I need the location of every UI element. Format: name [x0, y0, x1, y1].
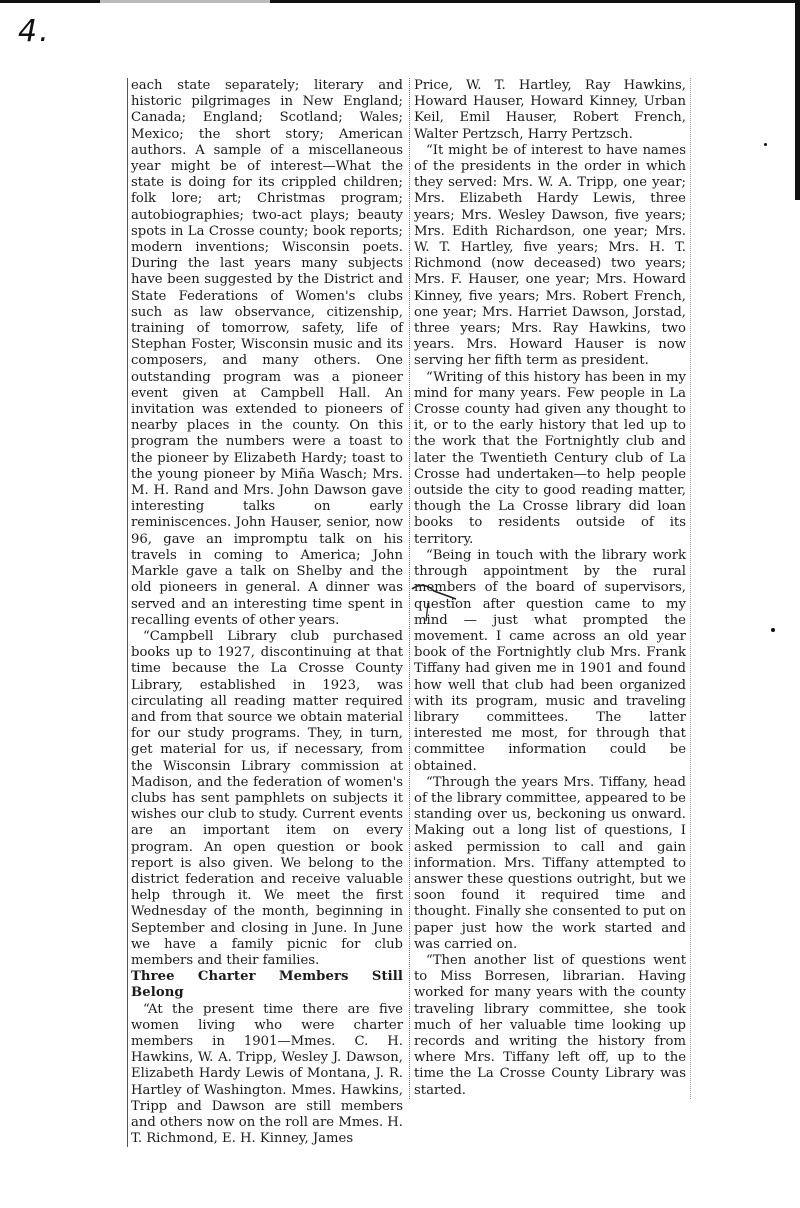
right-paragraph-3: “Writing of this history has been in my mind for many years. Few people in La Crosse county had given any thought to it, or to the early history that led up to the work that the Fortnightly club and later the Twentieth Century club of La Crosse had undertaken—to help people outside the city to good reading matter, though the La Crosse library did loan books to residents outside of its territory. [414, 369, 686, 547]
scan-top-edge-fade [100, 0, 270, 3]
right-paragraph-2: “It might be of interest to have names of the presidents in the order in which they served: Mrs. W. A. Tripp, one year; Mrs. Elizabeth Hardy Lewis, three years; Mrs. Wesley Dawson, five years; Mrs. Edith Richardson, one year; Mrs. W. T. Hartley, five years; Mrs. H. T. Richmond (now deceased) two years; Mrs. F. Hauser, one year; Mrs. Howard Kinney, five years; Mrs. Robert French, one year; Mrs. Harriet Dawson, Jorstad, three years; Mrs. Ray Hawkins, two years. Mrs. Howard Hauser is now serving her fifth term as president. [414, 142, 686, 369]
scan-top-edge [0, 0, 800, 3]
right-column [409, 78, 691, 1099]
left-column [127, 78, 403, 1147]
right-paragraph-6: “Then another list of questions went to Miss Borresen, librarian. Having worked for many years with the county traveling library committee, she took much of her valuable time looking up records and writing the history from where Mrs. Tiffany left off, up to the time the La Crosse County Library was started. [414, 952, 686, 1098]
right-paragraph-4: “Being in touch with the library work through appointment by the rural members of the board of supervisors, question after question came to my mind — just what prompted the movement. I came across an old year book of the Fortnightly club Mrs. Frank Tiffany had given me in 1901 and found how well that club had been organized with its program, music and traveling library committees. The latter interested me most, for through that committee information could be obtained. [414, 547, 686, 774]
scan-speck [764, 143, 767, 146]
scan-right-edge [795, 0, 800, 200]
left-paragraph-3: “At the present time there are five women living who were charter members in 1901—Mmes. C. H. Hawkins, W. A. Tripp, Wesley J. Dawson, Elizabeth Hardy Lewis of Montana, J. R. Hartley of Washington. Mmes. Hawkins, Tripp and Dawson are still members and others now on the roll are Mmes. H. T. Richmond, E. H. Kinney, James [131, 1001, 403, 1147]
left-paragraph-2: “Campbell Library club purchased books up to 1927, discontinuing at that time because the La Crosse County Library, established in 1923, was circulating all reading matter required and from that source we obtain material for our study programs. They, in turn, get material for us, if necessary, from the Wisconsin Library commission at Madison, and the federation of women's clubs has sent pamphlets on subjects it wishes our club to study. Current events are an important item on every program. An open question or book report is also given. We belong to the district federation and receive valuable help through it. We meet the first Wednesday of the month, beginning in September and closing in June. In June we have a family picnic for club members and their families. [131, 628, 403, 968]
right-paragraph-5: “Through the years Mrs. Tiffany, head of the library committee, appeared to be standing over us, beckoning us onward. Making out a long list of questions, I asked permission to call and gain information. Mrs. Tiffany attempted to answer these questions outright, but we soon found it required time and thought. Finally she consented to put on paper just how the work started and was carried on. [414, 774, 686, 952]
scan-speck [771, 628, 775, 632]
handwritten-page-number: 4. [18, 14, 51, 49]
right-paragraph-1: Price, W. T. Hartley, Ray Hawkins, Howard Hauser, Howard Kinney, Urban Keil, Emil Hauser, Robert French, Walter Pertzsch, Harry Pertzsch. [414, 78, 686, 142]
subheading: Three Charter Members Still Belong [131, 969, 403, 1001]
left-paragraph-1: each state separately; literary and historic pilgrimages in New England; Canada; England; Scotland; Wales; Mexico; the short story; American authors. A sample of a miscellaneous year might be of interest—What the state is doing for its crippled children; folk lore; art; Christmas program; autobiographies; two-act plays; beauty spots in La Crosse county; book reports; modern inventions; Wisconsin poets. During the last years many subjects have been suggested by the District and State Federations of Women's clubs such as law observance, citizenship, training of tomorrow, safety, life of Stephan Foster, Wisconsin music and its composers, and many others. One outstanding program was a pioneer event given at Campbell Hall. An invitation was extended to pioneers of nearby places in the county. On this program the numbers were a toast to the pioneer by Elizabeth Hardy; toast to the young pioneer by Miña Wasch; Mrs. M. H. Rand and Mrs. John Dawson gave interesting talks on early reminiscences. John Hauser, senior, now 96, gave an impromptu talk on his travels in coming to America; John Markle gave a talk on Shelby and the old pioneers in general. A dinner was served and an interesting time spent in recalling events of other years. [131, 78, 403, 628]
